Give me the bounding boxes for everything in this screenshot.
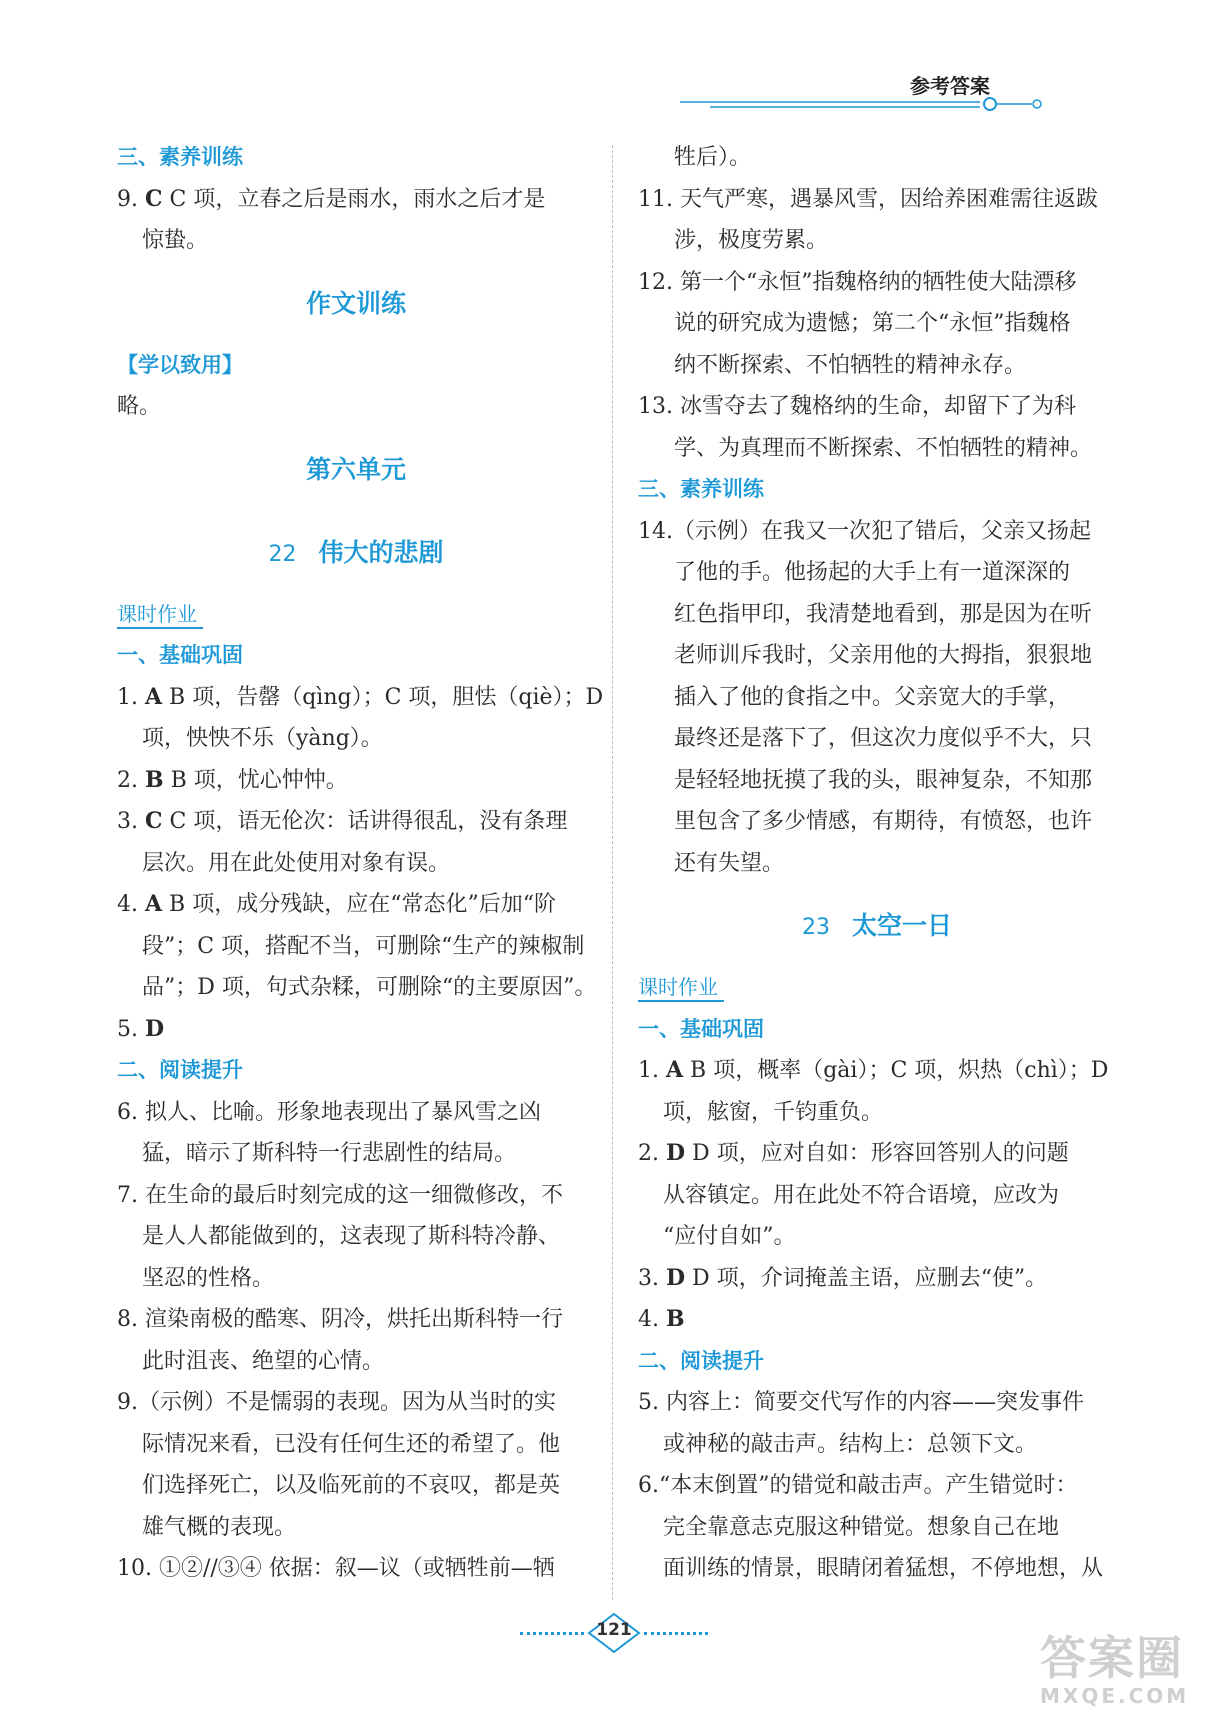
answer-line: 6. 拟人、比喻。形象地表现出了暴风雪之凶 bbox=[117, 1099, 541, 1125]
answer-line: 1. A B 项，概率（gài）；C 项，炽热（chì）；D bbox=[638, 1057, 1109, 1083]
answer-line: 12. 第一个“永恒”指魏格纳的牺牲使大陆漂移 bbox=[638, 269, 1077, 295]
answer-line: 2. B B 项，忧心忡忡。 bbox=[117, 766, 348, 793]
page-number-dots-right bbox=[644, 1632, 708, 1635]
section-heading: 一、基础巩固 bbox=[638, 1016, 764, 1041]
answer-line: 雄气概的表现。 bbox=[142, 1514, 297, 1540]
section-heading: 二、阅读提升 bbox=[638, 1348, 764, 1373]
answer-line: 或神秘的敲击声。结构上：总领下文。 bbox=[663, 1431, 1038, 1457]
answer-line: 们选择死亡，以及临死前的不哀叹，都是英 bbox=[142, 1473, 561, 1498]
homework-tab-label: 课时作业 bbox=[117, 594, 595, 636]
header-decorative-line bbox=[680, 96, 1150, 116]
answer-line: 还有失望。 bbox=[674, 850, 785, 876]
answer-line: 5. 内容上：简要交代写作的内容——突发事件 bbox=[638, 1390, 1084, 1415]
answer-line: 项，怏怏不乐（yàng）。 bbox=[142, 726, 383, 751]
page-number-dots-left bbox=[520, 1632, 584, 1635]
answer-line: 涉，极度劳累。 bbox=[674, 228, 829, 253]
answer-line: 2. D D 项，应对自如：形容回答别人的问题 bbox=[638, 1140, 1069, 1166]
answer-line: 10. ①②//③④ 依据：叙—议（或牺牲前—牺 bbox=[117, 1556, 555, 1581]
homework-tab-label: 课时作业 bbox=[638, 967, 1116, 1009]
answer-line: 略。 bbox=[117, 394, 162, 419]
answer-line: 纳不断探索、不怕牺牲的精神永存。 bbox=[674, 352, 1027, 378]
answer-line: 1. A B 项，告罄（qìng）；C 项，胆怯（qiè）；D bbox=[117, 683, 604, 710]
answer-line: 面训练的情景，眼睛闭着猛想，不停地想，从 bbox=[663, 1556, 1104, 1581]
answer-line: 学、为真理而不断探索、不怕牺牲的精神。 bbox=[674, 435, 1093, 461]
right-column bbox=[638, 137, 1116, 1590]
answer-line: 段”；C 项，搭配不当，可删除“生产的辣椒制 bbox=[142, 933, 585, 959]
answer-line: “应付自如”。 bbox=[663, 1224, 796, 1249]
essay-title: 作文训练 bbox=[305, 288, 406, 318]
answer-line: 3. C C 项，语无伦次：话讲得很乱，没有条理 bbox=[117, 808, 568, 834]
lesson-title: 22 伟大的悲剧 bbox=[268, 537, 444, 567]
answer-line: 4. B bbox=[638, 1306, 685, 1332]
answer-line: 惊蛰。 bbox=[142, 228, 209, 253]
answer-line: 猛，暗示了斯科特一行悲剧性的结局。 bbox=[142, 1141, 517, 1166]
header-label: 参考答案 bbox=[910, 74, 990, 98]
answer-line: 是人人都能做到的，这表现了斯科特冷静、 bbox=[142, 1224, 561, 1249]
answer-line: 此时沮丧、绝望的心情。 bbox=[142, 1348, 385, 1374]
answer-line: 5. D bbox=[117, 1015, 165, 1042]
answer-line: 项，舷窗，千钧重负。 bbox=[663, 1099, 884, 1125]
answer-line: 从容镇定。用在此处不符合语境，应改为 bbox=[663, 1182, 1060, 1208]
answer-line: 最终还是落下了，但这次力度似乎不大，只 bbox=[674, 726, 1093, 751]
watermark-logo: 答案圈 MXQE.COM bbox=[1040, 1631, 1190, 1708]
section-heading: 三、素养训练 bbox=[117, 145, 243, 169]
section-heading: 【学以致用】 bbox=[117, 352, 243, 377]
answer-line: 完全靠意志克服这种错觉。想象自己在地 bbox=[663, 1514, 1060, 1540]
answer-line: 里包含了多少情感，有期待，有愤怒，也许 bbox=[674, 809, 1093, 834]
page-number: 121 bbox=[596, 1620, 632, 1640]
answer-line: 坚忍的性格。 bbox=[142, 1265, 275, 1291]
answer-line: 6.“本末倒置”的错觉和敲击声。产生错觉时： bbox=[638, 1473, 1078, 1498]
left-column bbox=[117, 137, 604, 1590]
unit-title: 第六单元 bbox=[305, 454, 406, 484]
answer-line: 层次。用在此处使用对象有误。 bbox=[142, 850, 451, 876]
answer-line: 红色指甲印，我清楚地看到，那是因为在听 bbox=[674, 601, 1093, 627]
answer-line: 了他的手。他扬起的大手上有一道深深的 bbox=[674, 560, 1071, 585]
answer-line: 11. 天气严寒，遇暴风雪，因给养困难需往返跋 bbox=[638, 186, 1098, 212]
section-heading: 二、阅读提升 bbox=[117, 1058, 243, 1082]
lesson-title: 23 太空一日 bbox=[801, 911, 952, 940]
answer-line: 14.（示例）在我又一次犯了错后，父亲又扬起 bbox=[638, 518, 1091, 544]
answer-line: 说的研究成为遗憾；第二个“永恒”指魏格 bbox=[674, 311, 1071, 336]
answer-line: 9. C C 项，立春之后是雨水，雨水之后才是 bbox=[117, 185, 546, 212]
section-heading: 一、基础巩固 bbox=[117, 643, 243, 667]
answer-line: 4. A B 项，成分残缺，应在“常态化”后加“阶 bbox=[117, 891, 556, 917]
answer-line: 8. 渲染南极的酷寒、阴冷，烘托出斯科特一行 bbox=[117, 1307, 563, 1332]
answer-line: 3. D D 项，介词掩盖主语，应删去“使”。 bbox=[638, 1264, 1048, 1291]
section-heading: 三、素养训练 bbox=[638, 477, 764, 501]
answer-line: 是轻轻地抚摸了我的头，眼神复杂，不知那 bbox=[674, 767, 1093, 793]
answer-line: 品”；D 项，句式杂糅，可删除“的主要原因”。 bbox=[142, 975, 597, 1000]
answer-line: 9.（示例）不是懦弱的表现。因为从当时的实 bbox=[117, 1390, 556, 1415]
answer-line: 老师训斥我时，父亲用他的大拇指，狠狠地 bbox=[674, 643, 1093, 668]
answer-line: 际情况来看，已没有任何生还的希望了。他 bbox=[142, 1431, 561, 1457]
answer-line: 插入了他的食指之中。父亲宽大的手掌， bbox=[674, 684, 1071, 710]
answer-line: 牲后）。 bbox=[674, 145, 752, 170]
answer-line: 13. 冰雪夺去了魏格纳的生命，却留下了为科 bbox=[638, 394, 1076, 419]
column-divider bbox=[612, 145, 613, 1600]
answer-line: 7. 在生命的最后时刻完成的这一细微修改，不 bbox=[117, 1182, 563, 1208]
